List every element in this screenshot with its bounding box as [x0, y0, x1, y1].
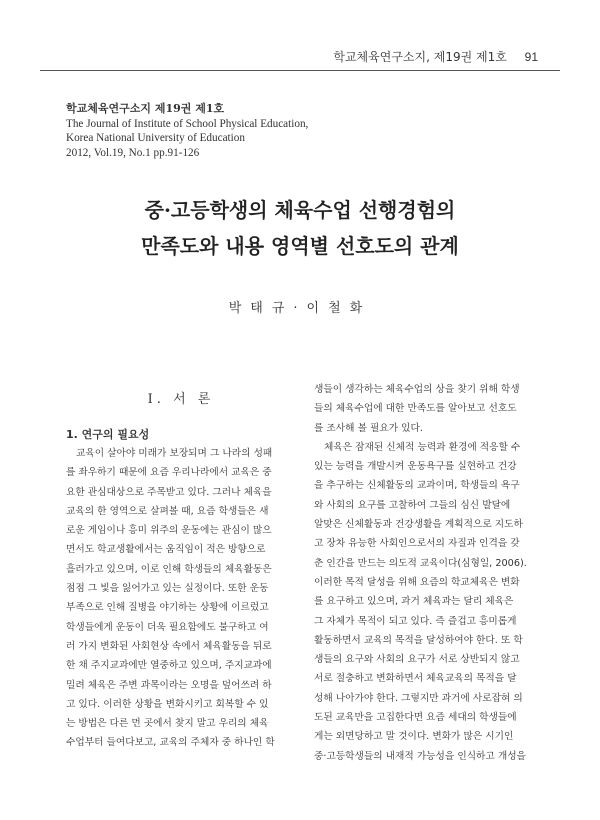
journal-citation: 2012, Vol.19, No.1 pp.91-126: [66, 146, 200, 159]
authors: 박태규·이철화: [228, 301, 372, 316]
body-line: 성해 나아가야 한다. 그렇지만 과거에 사로잡혀 의: [314, 692, 523, 704]
body-line: 활동하면서 교육의 목적을 달성하여야 한다. 또 학: [314, 634, 523, 646]
body-line: 와 사회의 요구를 고찰하여 그들의 심신 발달에: [314, 499, 511, 511]
paper-title-line-1: 중·고등학생의 체육수업 선행경험의: [144, 198, 456, 222]
body-line: 수업부터 들여다보고, 교육의 주체자 중 하나인 학: [66, 737, 275, 749]
body-line: 체육은 잠재된 신체적 능력과 환경에 적응할 수: [324, 441, 521, 453]
body-line: 점점 그 빛을 잃어가고 있는 실정이다. 또한 운동: [66, 583, 269, 595]
body-line: 흘러가고 있으며, 이로 인해 학생들의 체육활동은: [66, 563, 272, 575]
journal-title-ko: 학교체육연구소지 제19권 제1호: [66, 102, 225, 115]
body-line: 러 가지 변화된 사회현상 속에서 체육활동을 뒤로: [66, 640, 272, 652]
paper-title: [0, 192, 600, 264]
body-line: 춘 인간을 만드는 의도적 교육이다(심형일, 2006).: [314, 557, 527, 569]
body-line: 생들이 생각하는 체육수업의 상을 찾기 위해 학생: [314, 384, 520, 395]
body-line: 로운 게임이나 흥미 위주의 운동에는 관심이 많으: [66, 525, 272, 537]
body-line: 를 조사해 볼 필요가 있다.: [314, 422, 423, 434]
body-line: 고 장차 유능한 사회인으로서의 자질과 인격을 갖: [314, 538, 520, 550]
body-line: 그 자체가 목적이 되고 있다. 즉 즐겁고 흥미롭게: [314, 615, 517, 627]
body-line: 있는 능력을 개발시켜 운동욕구를 실현하고 건강: [314, 461, 517, 473]
body-line: 는 방법은 다른 먼 곳에서 찾지 말고 우리의 체육: [66, 718, 269, 730]
running-header-text: 학교체육연구소지, 제19권 제1호: [333, 50, 507, 64]
body-line: 중·고등학생들의 내재적 가능성을 인식하고 개성을: [314, 750, 526, 762]
journal-institution: Korea National University of Education: [66, 132, 245, 145]
body-line: 서로 절충하고 변화하면서 체육교육의 목적을 달: [314, 673, 517, 685]
body-line: 를 좌우하기 때문에 요즘 우리나라에서 교육은 중: [66, 467, 272, 479]
body-line: 면서도 학교생활에서는 움직임이 적은 방향으로: [66, 544, 266, 556]
body-line: 를 요구하고 있으며, 과거 체육과는 달리 체육은: [314, 596, 514, 608]
body-line: 생들의 요구와 사회의 요구가 서로 상반되지 않고: [314, 654, 520, 666]
body-line: 고 있다. 이러한 상황을 변화시키고 회복할 수 있: [66, 698, 269, 710]
page-number: 91: [524, 50, 538, 64]
body-line: 알맞은 신체활동과 건강생활을 계획적으로 지도하: [314, 519, 523, 531]
body-line: 이러한 목적 달성을 위해 요즘의 학교체육은 변화: [314, 576, 520, 588]
left-column: [66, 444, 296, 753]
header-rule: [40, 70, 560, 71]
body-line: 한 채 주지교과에만 열중하고 있으며, 주지교과에: [66, 660, 272, 672]
body-line: 교육이 살아야 미래가 보장되며 그 나라의 성패: [76, 448, 273, 459]
right-column: [314, 380, 546, 766]
body-line: 도된 교육만을 고집한다면 요즘 세대의 학생들에: [314, 712, 517, 724]
running-header: [333, 48, 538, 65]
subsection-heading: 1. 연구의 필요성: [66, 428, 150, 441]
section-heading: Ⅰ. 서 론: [147, 392, 215, 407]
body-line: 요한 관심대상으로 주목받고 있다. 그러나 체육을: [66, 486, 272, 498]
body-line: 교육의 한 영역으로 살펴볼 때, 요즘 학생들은 새: [66, 505, 269, 517]
journal-title-en: The Journal of Institute of School Physical Education,: [66, 117, 309, 130]
body-line: 학생들에게 운동이 더욱 필요함에도 불구하고 여: [66, 621, 269, 633]
journal-info: [66, 102, 308, 160]
paper-title-line-2: 만족도와 내용 영역별 선호도의 관계: [141, 234, 459, 258]
body-line: 부족으로 인해 질병을 야기하는 상황에 이르렀고: [66, 602, 269, 614]
body-line: 들의 체육수업에 대한 만족도를 알아보고 선호도: [314, 403, 517, 415]
body-line: 을 추구하는 신체활동의 교과이며, 학생들의 욕구: [314, 480, 520, 492]
body-line: 게는 외면당하고 말 것이다. 변화가 많은 시기인: [314, 731, 514, 743]
body-line: 밀려 체육은 주변 과목이라는 오명을 덮어쓰려 하: [66, 679, 272, 691]
